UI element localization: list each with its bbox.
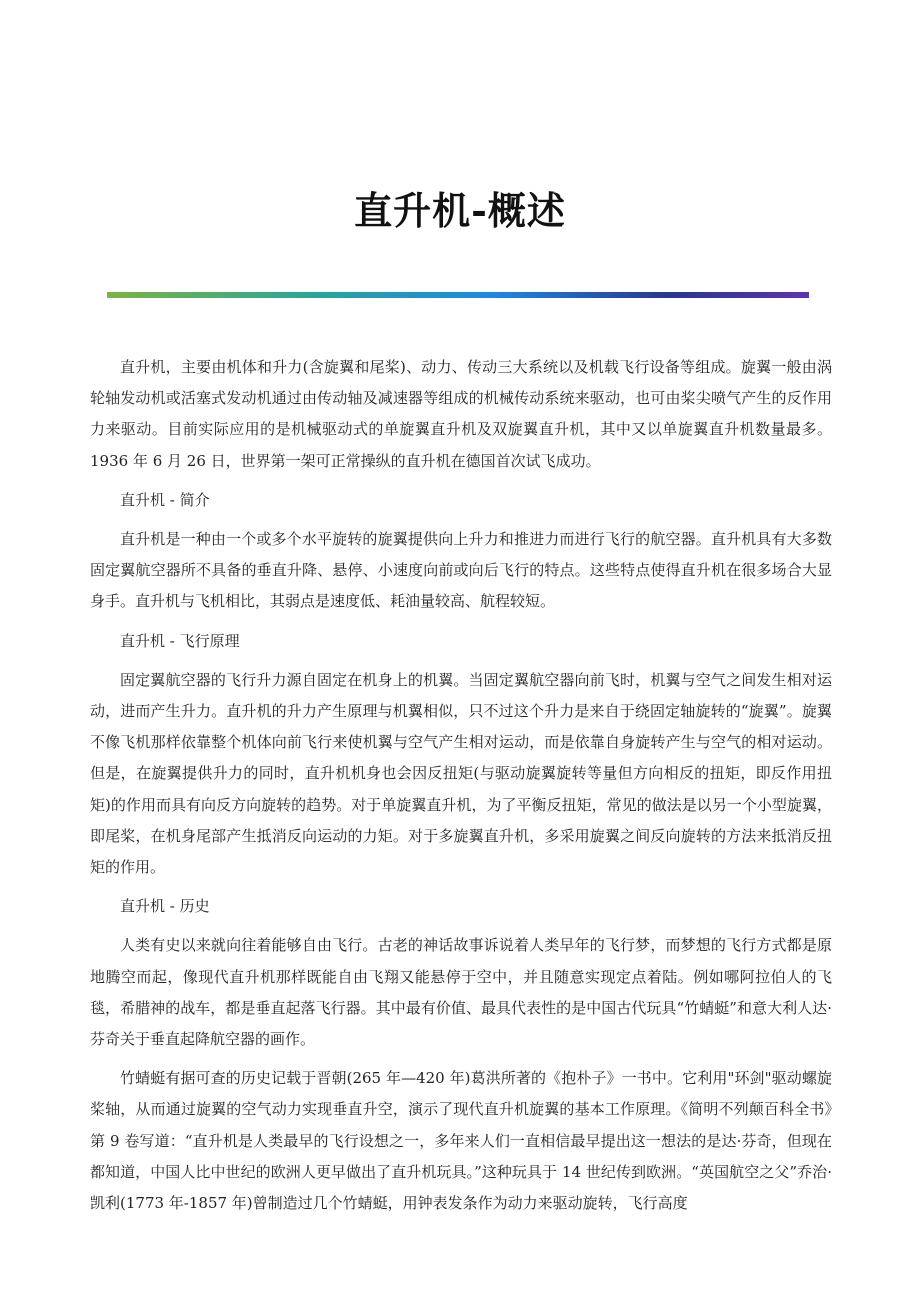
paragraph-history-2: 竹蜻蜓有据可查的历史记载于晋朝(265 年—420 年)葛洪所著的《抱朴子》一书中。它利用"环剑"驱动螺旋桨轴，从而通过旋翼的空气动力实现垂直升空，演示了现代直升机旋翼的基本工作原理。《简明不列颠百科全书》第 9 卷写道：“直升机是人类最早的飞行设想之一，多年来人们一直相信最早提出这一想法的是达·芬奇，但现在都知道，中国人比中世纪的欧洲人更早做出了直升机玩具。”这种玩具于 14 世纪传到欧洲。“英国航空之父”乔治·凯利(1773 年-1857 年)曾制造过几个竹蜻蜓，用钟表发条作为动力来驱动旋转，飞行高度 <box>90 1069 832 1213</box>
page-title: 直升机-概述 <box>354 188 566 233</box>
paragraph-intro: 直升机是一种由一个或多个水平旋转的旋翼提供向上升力和推进力而进行飞行的航空器。直升机具有大多数固定翼航空器所不具备的垂直升降、悬停、小速度向前或向后飞行的特点。这些特点使得直升机在很多场合大显身手。直升机与飞机相比，其弱点是速度低、耗油量较高、航程较短。 <box>90 530 832 611</box>
paragraph-overview: 直升机，主要由机体和升力(含旋翼和尾桨)、动力、传动三大系统以及机载飞行设备等组成。旋翼一般由涡轮轴发动机或活塞式发动机通过由传动轴及减速器等组成的机械传动系统来驱动，也可由桨尖喷气产生的反作用力来驱动。目前实际应用的是机械驱动式的单旋翼直升机及双旋翼直升机，其中又以单旋翼直升机数量最多。1936 年 6 月 26 日，世界第一架可正常操纵的直升机在德国首次试飞成功。 <box>90 358 832 470</box>
paragraph-principle: 固定翼航空器的飞行升力源自固定在机身上的机翼。当固定翼航空器向前飞时，机翼与空气之间发生相对运动，进而产生升力。直升机的升力产生原理与机翼相似，只不过这个升力是来自于绕固定轴旋转的“旋翼”。旋翼不像飞机那样依靠整个机体向前飞行来使机翼与空气产生相对运动，而是依靠自身旋转产生与空气的相对运动。但是，在旋翼提供升力的同时，直升机机身也会因反扭矩(与驱动旋翼旋转等量但方向相反的扭矩，即反作用扭矩)的作用而具有向反方向旋转的趋势。对于单旋翼直升机，为了平衡反扭矩，常见的做法是以另一个小型旋翼，即尾桨，在机身尾部产生抵消反向运动的力矩。对于多旋翼直升机，多采用旋翼之间反向旋转的方法来抵消反扭矩的作用。 <box>90 670 832 877</box>
document-body <box>90 352 832 1227</box>
paragraph-history-1: 人类有史以来就向往着能够自由飞行。古老的神话故事诉说着人类早年的飞行梦，而梦想的飞行方式都是原地腾空而起，像现代直升机那样既能自由飞翔又能悬停于空中，并且随意实现定点着陆。例如哪阿拉伯人的飞毯，希腊神的战车，都是垂直起落飞行器。其中最有价值、最具代表性的是中国古代玩具“竹蜻蜓”和意大利人达·芬奇关于垂直起降航空器的画作。 <box>90 936 832 1049</box>
section-heading-history: 直升机 - 历史 <box>120 897 210 916</box>
section-heading-principle: 直升机 - 飞行原理 <box>120 631 240 650</box>
title-divider <box>107 292 809 298</box>
section-heading-intro: 直升机 - 简介 <box>120 490 210 509</box>
